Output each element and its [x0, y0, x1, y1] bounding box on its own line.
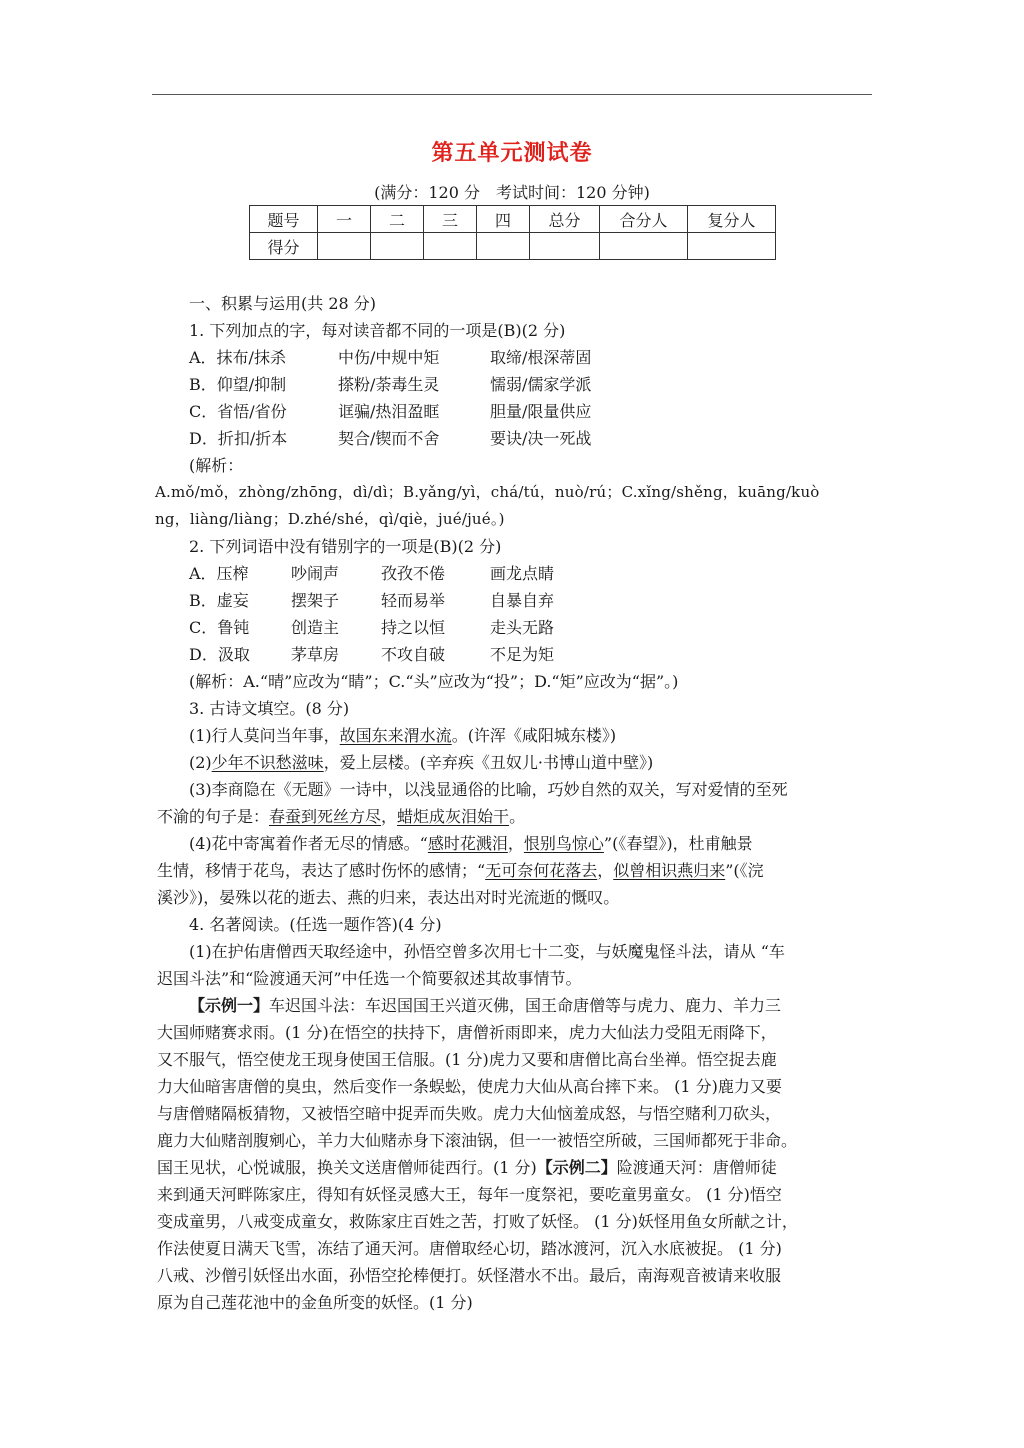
- text: (4)花中寄寓着作者无尽的情感。“: [189, 834, 428, 853]
- answer-line: [157, 1154, 873, 1181]
- option-row: [157, 425, 873, 452]
- poem-line: [157, 857, 873, 884]
- answer-blank: 春蚕到死丝方尽: [269, 807, 382, 826]
- answer-line: 来到通天河畔陈家庄，得知有妖怪灵感大王，每年一度祭祀，要吃童男童女。 (1 分)悟空: [157, 1185, 782, 1204]
- text: ，: [381, 807, 398, 826]
- option-cell: D．折扣/折本: [189, 429, 288, 448]
- score-cell[interactable]: [688, 233, 776, 260]
- text: ”(《浣: [725, 861, 764, 880]
- answer-line: 作法使夏日满天飞雪，冻结了通天河。唐僧取经心切，踏冰渡河，沉入水底被捉。 (1 分): [157, 1239, 782, 1258]
- text: 车迟国斗法：车迟国国王兴道灭佛，国王命唐僧等与虎力、鹿力、羊力三: [269, 996, 782, 1015]
- option-cell: B．仰望/抑制: [189, 375, 287, 394]
- text: ，: [507, 834, 524, 853]
- header-cell: 复分人: [688, 206, 776, 233]
- header-cell: 题号: [250, 206, 318, 233]
- answer-line: 原为自己莲花池中的金鱼所变的妖怪。(1 分): [157, 1293, 473, 1312]
- option-cell: 懦弱/儒家学派: [490, 375, 592, 394]
- option-cell: C．省悟/省份: [189, 402, 287, 421]
- header-cell: 二: [371, 206, 424, 233]
- score-table: [249, 205, 776, 260]
- header-rule: [152, 94, 872, 95]
- poem-line: [157, 722, 873, 749]
- text: 。: [509, 807, 526, 826]
- option-cell: B．虚妄: [189, 591, 249, 610]
- score-cell[interactable]: [530, 233, 600, 260]
- poem-line: 溪沙》)，晏殊以花的逝去、燕的归来，表达出对时光流逝的慨叹。: [157, 888, 620, 907]
- option-cell: 要诀/决一死战: [490, 429, 592, 448]
- option-cell: A．抹布/抹杀: [189, 348, 286, 367]
- text: 。(许浑《咸阳城东楼》): [451, 726, 617, 745]
- option-row: [157, 371, 873, 398]
- answer-blank: 似曾相识燕归来: [613, 861, 726, 880]
- option-cell: 创造主: [291, 618, 340, 637]
- option-cell: 自暴自弃: [490, 591, 555, 610]
- option-cell: 吵闹声: [291, 564, 340, 583]
- option-cell: 取缔/根深蒂固: [490, 348, 592, 367]
- poem-line: [157, 749, 873, 776]
- text: 生情，移情于花鸟，表达了感时伤怀的感情；“: [157, 861, 486, 880]
- example-label: 【示例二】: [536, 1158, 617, 1177]
- header-cell: 合分人: [600, 206, 688, 233]
- option-cell: A．压榨: [189, 564, 249, 583]
- answer-line: 八戒、沙僧引妖怪出水面，孙悟空抡棒便打。妖怪潜水不出。最后，南海观音被请来收服: [157, 1266, 782, 1285]
- option-row: [157, 398, 873, 425]
- answer-blank: 故国东来渭水流: [339, 726, 452, 745]
- answer-blank: 少年不识愁滋味: [211, 753, 324, 772]
- option-cell: 胆量/限量供应: [490, 402, 592, 421]
- option-cell: 茅草房: [291, 645, 340, 664]
- score-cell[interactable]: [600, 233, 688, 260]
- answer-blank: 蜡炬成灰泪始干: [397, 807, 510, 826]
- text: (1)行人莫问当年事，: [189, 726, 340, 745]
- option-cell: 轻而易举: [381, 591, 446, 610]
- text: 国王见状，心悦诚服，换关文送唐僧师徒西行。(1 分): [157, 1158, 537, 1177]
- answer-line: 与唐僧赌隔板猜物，又被悟空暗中捉弄而失败。虎力大仙恼羞成怒，与悟空赌利刀砍头，: [157, 1104, 782, 1123]
- option-cell: 摆架子: [291, 591, 340, 610]
- text: ，爱上层楼。(辛弃疾《丑奴儿·书博山道中壁》): [323, 753, 654, 772]
- option-cell: 不足为矩: [490, 645, 555, 664]
- text: 险渡通天河：唐僧师徒: [616, 1158, 777, 1177]
- question-stem: 3. 古诗文填空。(8 分): [189, 699, 350, 718]
- option-cell: 中伤/中规中矩: [338, 348, 440, 367]
- poem-line: (3)李商隐在《无题》一诗中，以浅显通俗的比喻，巧妙自然的双关，写对爱情的至死: [189, 780, 788, 799]
- analysis-text: (解析：A.“晴”应改为“睛”；C.“头”应改为“投”；D.“矩”应改为“据”。): [189, 672, 679, 691]
- example-label: 【示例一】: [189, 996, 270, 1015]
- answer-line: [157, 992, 873, 1019]
- question-stem: 2. 下列词语中没有错别字的一项是(B)(2 分): [189, 537, 502, 556]
- score-table-score-row: [250, 233, 776, 260]
- answer-line: 力大仙暗害唐僧的臭虫，然后变作一条蜈蚣，使虎力大仙从高台摔下来。 (1 分)鹿力又要: [157, 1077, 782, 1096]
- option-row: [157, 614, 873, 641]
- section-heading: 一、积累与运用(共 28 分): [189, 294, 377, 313]
- analysis-text: A.mǒ/mǒ，zhòng/zhōng，dì/dì；B.yǎng/yì，chá/tú，nuò/rú；C.xǐng/shěng，kuāng/kuò: [155, 483, 820, 501]
- option-cell: 契合/锲而不舍: [338, 429, 440, 448]
- option-cell: 孜孜不倦: [381, 564, 446, 583]
- header-cell: 四: [477, 206, 530, 233]
- answer-line: 大国师赌赛求雨。(1 分)在悟空的扶持下，唐僧祈雨即来，虎力大仙法力受阻无雨降下，: [157, 1023, 777, 1042]
- answer-blank: 无可奈何花落去: [485, 861, 598, 880]
- question-stem: 4. 名著阅读。(任选一题作答)(4 分): [189, 915, 442, 934]
- option-cell: 不攻自破: [381, 645, 446, 664]
- text: (2): [189, 753, 212, 772]
- answer-line: 又不服气，悟空使龙王现身使国王信服。(1 分)虎力又要和唐僧比高台坐禅。悟空捉去鹿: [157, 1050, 777, 1069]
- option-row: [157, 641, 873, 668]
- header-cell: 总分: [530, 206, 600, 233]
- header-cell: 一: [318, 206, 371, 233]
- score-cell[interactable]: [371, 233, 424, 260]
- option-row: [157, 344, 873, 371]
- question-text: (1)在护佑唐僧西天取经途中，孙悟空曾多次用七十二变，与妖魔鬼怪斗法，请从 “车: [189, 942, 785, 961]
- answer-line: 鹿力大仙赌剖腹剜心，羊力大仙赌赤身下滚油锅，但一一被悟空所破，三国师都死于非命。: [157, 1131, 798, 1150]
- header-cell: 三: [424, 206, 477, 233]
- text: ”(《春望》)，杜甫触景: [603, 834, 753, 853]
- analysis-text: ng，liàng/liàng；D.zhé/shé，qì/qiè，jué/jué。): [155, 510, 505, 528]
- answer-blank: 感时花溅泪: [427, 834, 508, 853]
- text: ，: [597, 861, 614, 880]
- row-label-cell: 得分: [250, 233, 318, 260]
- poem-line: [157, 803, 873, 830]
- exam-content: [157, 290, 873, 1316]
- score-table-header-row: [250, 206, 776, 233]
- option-cell: 走头无路: [490, 618, 555, 637]
- score-cell[interactable]: [318, 233, 371, 260]
- option-cell: 持之以恒: [381, 618, 446, 637]
- option-row: [157, 587, 873, 614]
- score-cell[interactable]: [424, 233, 477, 260]
- score-cell[interactable]: [477, 233, 530, 260]
- option-cell: 画龙点睛: [490, 564, 555, 583]
- answer-line: 变成童男，八戒变成童女，救陈家庄百姓之苦，打败了妖怪。 (1 分)妖怪用鱼女所献之计，: [157, 1212, 798, 1231]
- page-title: 第五单元测试卷: [431, 140, 593, 166]
- option-row: [157, 560, 873, 587]
- question-text: 迟国斗法”和“险渡通天河”中任选一个简要叙述其故事情节。: [157, 969, 582, 988]
- answer-blank: 恨别鸟惊心: [523, 834, 604, 853]
- option-cell: 搽粉/荼毒生灵: [338, 375, 440, 394]
- question-stem: 1. 下列加点的字，每对读音都不同的一项是(B)(2 分): [189, 321, 566, 340]
- option-cell: 诓骗/热泪盈眶: [338, 402, 440, 421]
- poem-line: [157, 830, 873, 857]
- text: 不渝的句子是：: [157, 807, 270, 826]
- analysis-label: (解析：: [189, 456, 244, 475]
- option-cell: C．鲁钝: [189, 618, 250, 637]
- option-cell: D．汲取: [189, 645, 250, 664]
- exam-info: (满分：120 分 考试时间：120 分钟): [374, 183, 650, 202]
